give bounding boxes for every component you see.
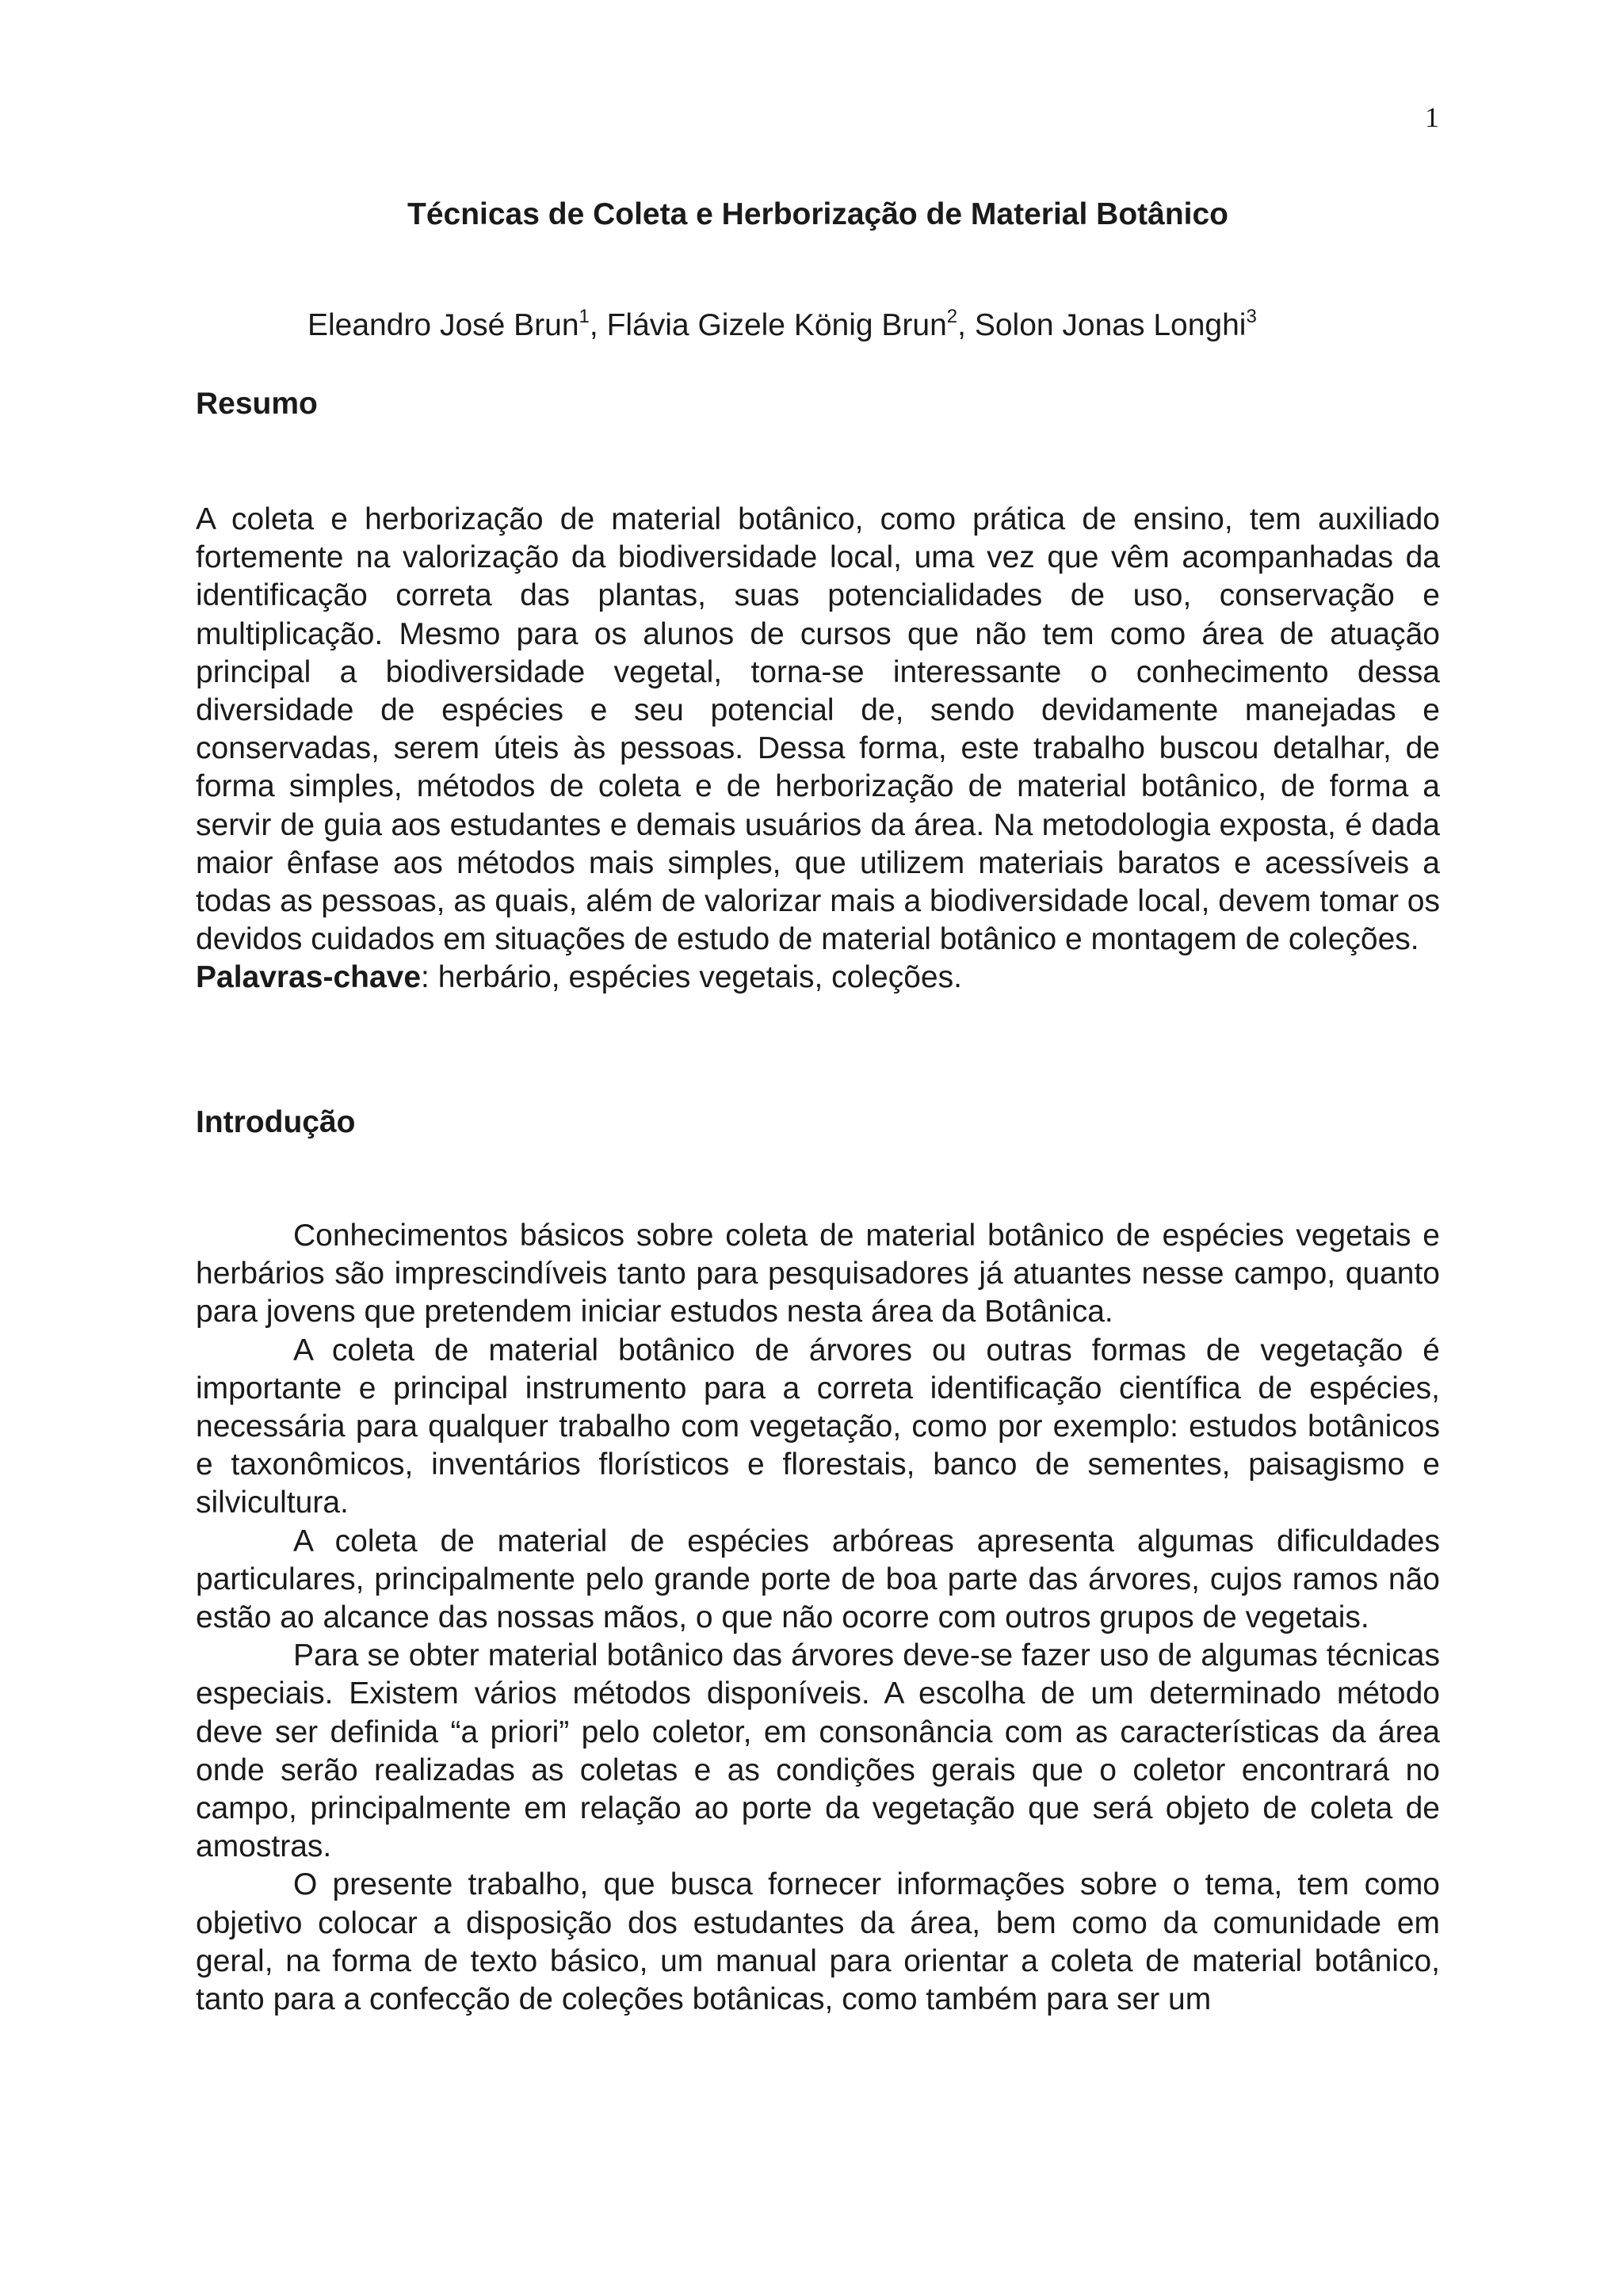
intro-paragraph: Conhecimentos básicos sobre coleta de material botânico de espécies vegetais e herbários são imprescindíveis tanto para pesquisadores já atuantes nesse campo, quanto para jovens que pretendem iniciar estudos nesta área da Botânica. (196, 1219, 1440, 1329)
keywords-text: : herbário, espécies vegetais, coleções. (421, 960, 962, 995)
author-name: Eleandro José Brun (307, 308, 579, 342)
page-number: 1 (1425, 101, 1439, 133)
intro-paragraph: Para se obter material botânico das árvores deve-se fazer uso de algumas técnicas especiais. Existem vários métodos disponíveis. A escolha de um determinado método deve ser definida “a priori” pelo coletor, em consonância com as características da área onde serão realizadas as coletas e as condições gerais que o coletor encontrará no campo, principalmente em relação ao porte da vegetação que será objeto de coleta de amostras. (196, 1638, 1440, 1864)
author-name: Flávia Gizele König Brun (606, 308, 947, 342)
introduction-heading: Introdução (196, 1105, 356, 1139)
abstract-heading: Resumo (196, 387, 318, 421)
author-separator: , (589, 308, 607, 342)
author-separator: , (957, 308, 975, 342)
abstract-text: A coleta e herborização de material botânico, como prática de ensino, tem auxiliado fortemente na valorização da biodiversidade local, uma vez que vêm acompanhadas da identificação correta das plantas, suas potencialidades de uso, conservação e multiplicação. Mesmo para os alunos de cursos que não tem como área de atuação principal a biodiversidade vegetal, torna-se interessante o conhecimento dessa diversidade de espécies e seu potencial de, sendo devidamente manejadas e conservadas, serem úteis às pessoas. Dessa forma, este trabalho buscou detalhar, de forma simples, métodos de coleta e de herborização de material botânico, de forma a servir de guia aos estudantes e demais usuários da área. Na metodologia exposta, é dada maior ênfase aos métodos mais simples, que utilizem materiais baratos e acessíveis a todas as pessoas, as quais, além de valorizar mais a biodiversidade local, devem tomar os devidos cuidados em situações de estudo de material botânico e montagem de coleções. (196, 502, 1440, 957)
author-line (307, 306, 1257, 349)
author-name: Solon Jonas Longhi (974, 308, 1247, 342)
intro-paragraph: A coleta de material botânico de árvores ou outras formas de vegetação é importante e principal instrumento para a correta identificação científica de espécies, necessária para qualquer trabalho com vegetação, como por exemplo: estudos botânicos e taxonômicos, inventários florísticos e florestais, banco de sementes, paisagismo e silvicultura. (196, 1333, 1440, 1520)
paper-title: Técnicas de Coleta e Herborização de Material Botânico (407, 197, 1228, 231)
author-affiliation-mark: 1 (579, 306, 590, 327)
author-affiliation-mark: 2 (946, 306, 958, 327)
keywords-line (196, 959, 1440, 997)
intro-paragraph: O presente trabalho, que busca fornecer informações sobre o tema, tem como objetivo colocar a disposição dos estudantes da área, bem como da comunidade em geral, na forma de texto básico, um manual para orientar a coleta de material botânico, tanto para a confecção de coleções botânicas, como também para ser um (196, 1867, 1440, 2017)
author-affiliation-mark: 3 (1246, 306, 1257, 327)
introduction-section (196, 1217, 1440, 2019)
intro-paragraph: A coleta de material de espécies arbóreas apresenta algumas dificuldades particulares, principalmente pelo grande porte de boa parte das árvores, cujos ramos não estão ao alcance das nossas mãos, o que não ocorre com outros grupos de vegetais. (196, 1524, 1440, 1635)
keywords-label: Palavras-chave (196, 960, 422, 995)
abstract-section (196, 501, 1440, 997)
